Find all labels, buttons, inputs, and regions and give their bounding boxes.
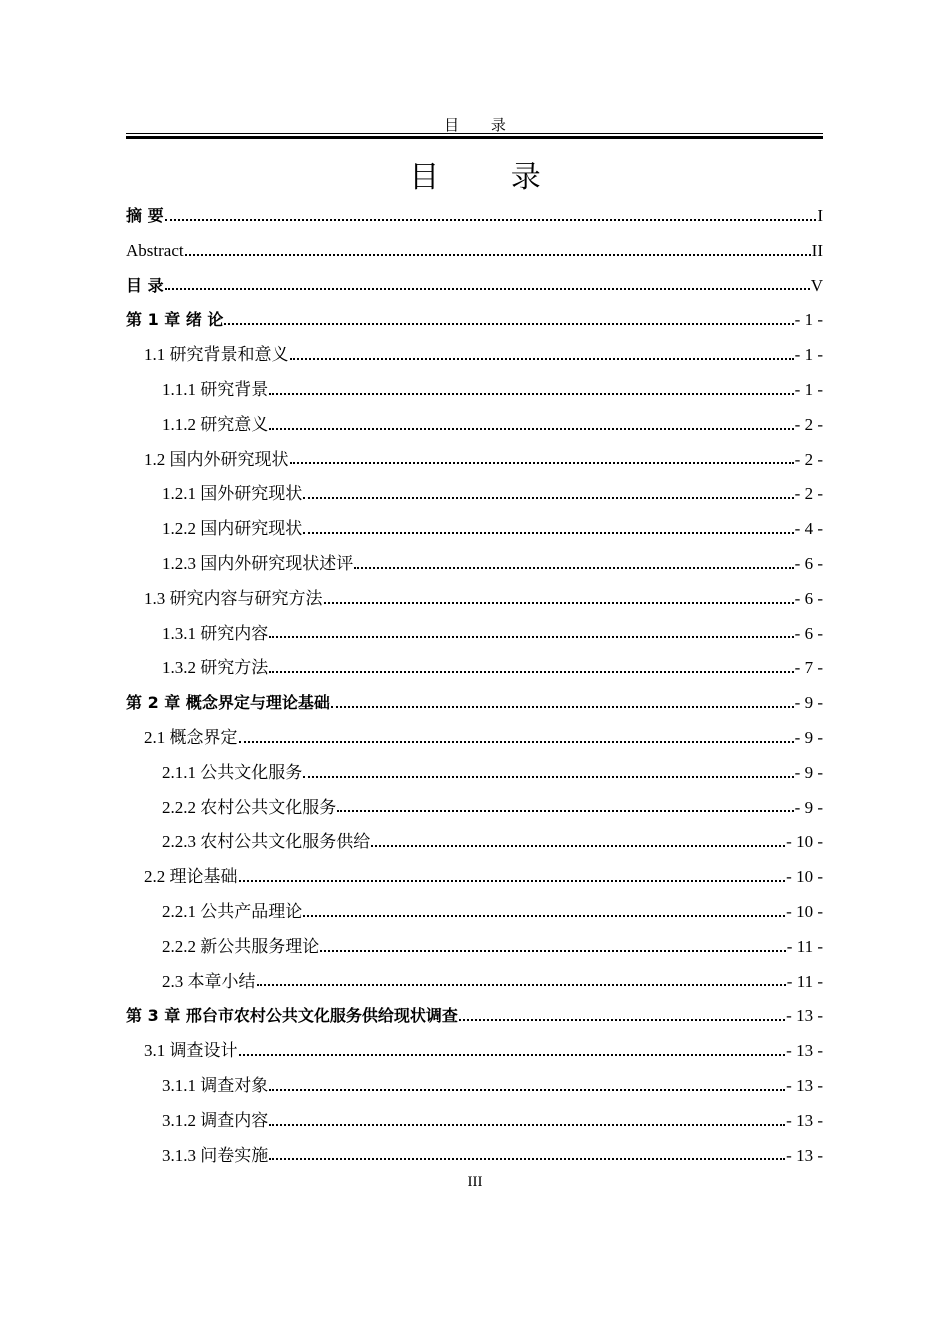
- dot-leader: [224, 323, 793, 325]
- toc-entry[interactable]: [126, 756, 823, 791]
- dot-leader: [459, 1019, 785, 1021]
- toc-entry-page: - 10 -: [786, 901, 823, 921]
- toc-entry[interactable]: [126, 1069, 823, 1104]
- toc-entry-title: 1.3.2 研究方法: [162, 658, 269, 678]
- toc-entry[interactable]: [126, 303, 823, 338]
- toc-entry-title: 第 2 章 概念界定与理论基础: [126, 693, 330, 713]
- toc-entry[interactable]: [126, 582, 823, 617]
- dot-leader: [269, 1089, 785, 1091]
- toc-entry-page: - 13 -: [786, 1041, 823, 1061]
- dot-leader: [269, 1124, 785, 1126]
- page-number: III: [467, 1174, 483, 1190]
- dot-leader: [354, 567, 793, 569]
- toc-entry[interactable]: [126, 408, 823, 443]
- dot-leader: [290, 358, 794, 360]
- dot-leader: [290, 462, 794, 464]
- toc-entry-title: Abstract: [126, 240, 184, 260]
- toc-entry-title: 1.3 研究内容与研究方法: [144, 588, 323, 608]
- toc-entry-page: - 2 -: [794, 484, 823, 504]
- toc-entry[interactable]: [126, 930, 823, 965]
- dot-leader: [269, 1158, 785, 1160]
- dot-leader: [165, 288, 810, 290]
- table-of-contents: [126, 199, 823, 1173]
- dot-leader: [185, 254, 811, 256]
- toc-entry-title: 1.2 国内外研究现状: [144, 449, 289, 469]
- dot-leader: [324, 602, 794, 604]
- dot-leader: [269, 636, 793, 638]
- toc-entry-page: - 1 -: [794, 310, 823, 330]
- toc-entry[interactable]: [126, 860, 823, 895]
- toc-entry-title: 2.2.2 农村公共文化服务: [162, 797, 337, 817]
- toc-entry-page: - 13 -: [786, 1006, 823, 1026]
- header-rule-thin: [126, 133, 823, 134]
- toc-entry-title: 第 3 章 邢台市农村公共文化服务供给现状调查: [126, 1006, 458, 1026]
- toc-entry[interactable]: [126, 199, 823, 234]
- toc-entry-title: 3.1.2 调查内容: [162, 1110, 269, 1130]
- toc-entry[interactable]: [126, 1104, 823, 1139]
- toc-entry-page: V: [810, 275, 823, 295]
- toc-entry-title: 2.3 本章小结: [162, 971, 256, 991]
- toc-entry-page: - 7 -: [794, 658, 823, 678]
- toc-entry-title: 3.1.1 调查对象: [162, 1075, 269, 1095]
- toc-entry[interactable]: [126, 686, 823, 721]
- dot-leader: [269, 671, 793, 673]
- toc-entry[interactable]: [126, 895, 823, 930]
- dot-leader: [320, 950, 786, 952]
- dot-leader: [239, 1054, 786, 1056]
- toc-entry-title: 1.1 研究背景和意义: [144, 345, 289, 365]
- dot-leader: [303, 915, 785, 917]
- toc-entry[interactable]: [126, 547, 823, 582]
- header-rule-thick: [126, 136, 823, 139]
- toc-entry-title: 摘 要: [126, 206, 164, 225]
- toc-entry-title: 2.2 理论基础: [144, 867, 238, 887]
- dot-leader: [331, 706, 794, 708]
- toc-entry-page: - 11 -: [786, 971, 823, 991]
- toc-entry[interactable]: [126, 477, 823, 512]
- toc-entry-title: 2.1.1 公共文化服务: [162, 762, 303, 782]
- toc-entry-page: - 1 -: [794, 379, 823, 399]
- toc-entry-page: - 2 -: [794, 449, 823, 469]
- toc-entry[interactable]: [126, 721, 823, 756]
- dot-leader: [337, 810, 793, 812]
- dot-leader: [303, 776, 793, 778]
- toc-entry[interactable]: [126, 617, 823, 652]
- toc-entry-page: I: [817, 206, 823, 225]
- toc-entry-title: 3.1.3 问卷实施: [162, 1145, 269, 1165]
- toc-entry[interactable]: [126, 338, 823, 373]
- dot-leader: [303, 497, 793, 499]
- toc-entry[interactable]: [126, 269, 823, 304]
- toc-entry[interactable]: [126, 443, 823, 478]
- toc-entry[interactable]: [126, 965, 823, 1000]
- toc-entry-page: - 10 -: [786, 832, 823, 852]
- toc-entry[interactable]: [126, 825, 823, 860]
- toc-entry-page: - 4 -: [794, 519, 823, 539]
- toc-entry[interactable]: [126, 373, 823, 408]
- toc-entry-page: II: [811, 240, 823, 260]
- toc-entry-page: - 2 -: [794, 414, 823, 434]
- toc-entry[interactable]: [126, 1139, 823, 1174]
- toc-entry[interactable]: [126, 999, 823, 1034]
- toc-entry-title: 2.2.3 农村公共文化服务供给: [162, 832, 371, 852]
- dot-leader: [269, 428, 793, 430]
- toc-entry-page: - 9 -: [794, 727, 823, 747]
- toc-entry-title: 第 1 章 绪 论: [126, 310, 224, 330]
- dot-leader: [371, 845, 785, 847]
- toc-entry-page: - 11 -: [786, 936, 823, 956]
- dot-leader: [303, 532, 793, 534]
- toc-entry-title: 1.2.3 国内外研究现状述评: [162, 553, 354, 573]
- toc-entry-page: - 6 -: [794, 588, 823, 608]
- toc-entry-title: 1.1.1 研究背景: [162, 379, 269, 399]
- toc-entry-title: 1.2.2 国内研究现状: [162, 519, 303, 539]
- toc-entry-page: - 10 -: [786, 867, 823, 887]
- dot-leader: [239, 880, 786, 882]
- toc-entry-page: - 6 -: [794, 553, 823, 573]
- toc-entry-title: 目 录: [126, 275, 164, 295]
- toc-entry-page: - 9 -: [794, 762, 823, 782]
- toc-entry-page: - 13 -: [786, 1145, 823, 1165]
- toc-entry[interactable]: [126, 651, 823, 686]
- document-title: 目 录: [409, 161, 573, 194]
- toc-entry-page: - 9 -: [794, 693, 823, 713]
- toc-entry-title: 3.1 调查设计: [144, 1041, 238, 1061]
- dot-leader: [165, 219, 817, 221]
- running-header: 目 录: [444, 118, 520, 134]
- toc-entry-title: 1.3.1 研究内容: [162, 623, 269, 643]
- toc-entry[interactable]: [126, 1034, 823, 1069]
- toc-entry-page: - 1 -: [794, 345, 823, 365]
- toc-entry-title: 2.2.1 公共产品理论: [162, 901, 303, 921]
- dot-leader: [269, 393, 793, 395]
- dot-leader: [239, 741, 794, 743]
- toc-entry-page: - 13 -: [786, 1110, 823, 1130]
- toc-entry-title: 2.2.2 新公共服务理论: [162, 936, 320, 956]
- toc-entry-title: 1.1.2 研究意义: [162, 414, 269, 434]
- toc-entry-title: 1.2.1 国外研究现状: [162, 484, 303, 504]
- toc-entry-page: - 9 -: [794, 797, 823, 817]
- toc-entry-page: - 13 -: [786, 1075, 823, 1095]
- dot-leader: [257, 984, 786, 986]
- toc-entry[interactable]: [126, 512, 823, 547]
- toc-entry-title: 2.1 概念界定: [144, 727, 238, 747]
- toc-entry-page: - 6 -: [794, 623, 823, 643]
- toc-entry[interactable]: [126, 791, 823, 826]
- toc-entry[interactable]: [126, 234, 823, 269]
